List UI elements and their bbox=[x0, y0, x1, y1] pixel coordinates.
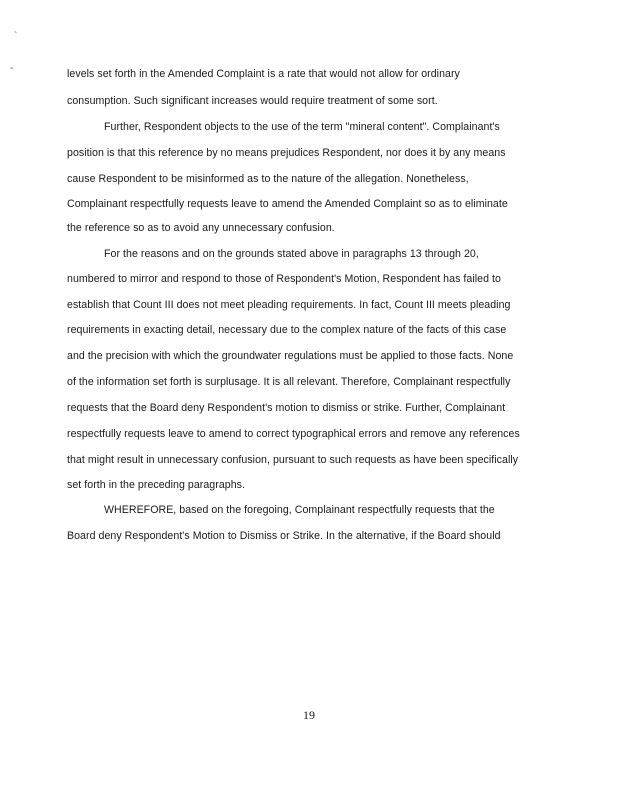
text-line: respectfully requests leave to amend to correct typographical errors and remove any references bbox=[67, 428, 520, 440]
text-line: set forth in the preceding paragraphs. bbox=[67, 479, 245, 491]
paragraph-first-line: For the reasons and on the grounds stated above in paragraphs 13 through 20, bbox=[104, 248, 479, 260]
paragraph-first-line: Further, Respondent objects to the use of the term "mineral content". Complainant's bbox=[104, 121, 500, 133]
text-line: levels set forth in the Amended Complaint is a rate that would not allow for ordinary bbox=[67, 68, 460, 80]
text-line: of the information set forth is surplusage. It is all relevant. Therefore, Complainant respectfully bbox=[67, 376, 511, 388]
scan-artifact-mark: - bbox=[10, 63, 14, 74]
text-line: Complainant respectfully requests leave to amend the Amended Complaint so as to eliminate bbox=[67, 198, 508, 210]
scan-artifact-mark: ` bbox=[14, 31, 18, 42]
page-number: 19 bbox=[303, 708, 315, 722]
text-line: cause Respondent to be misinformed as to the nature of the allegation. Nonetheless, bbox=[67, 173, 469, 185]
text-line: numbered to mirror and respond to those of Respondent's Motion, Respondent has failed to bbox=[67, 273, 501, 285]
text-line: and the precision with which the groundwater regulations must be applied to those facts. None bbox=[67, 350, 514, 362]
text-line: consumption. Such significant increases would require treatment of some sort. bbox=[67, 95, 438, 107]
paragraph-first-line: WHEREFORE, based on the foregoing, Complainant respectfully requests that the bbox=[104, 504, 495, 516]
text-line: that might result in unnecessary confusion, pursuant to such requests as have been specifically bbox=[67, 454, 519, 466]
text-line: establish that Count III does not meet pleading requirements. In fact, Count III meets pleading bbox=[67, 299, 511, 311]
text-line: Board deny Respondent's Motion to Dismiss or Strike. In the alternative, if the Board should bbox=[67, 530, 501, 542]
text-line: the reference so as to avoid any unnecessary confusion. bbox=[67, 222, 335, 234]
text-line: requirements in exacting detail, necessary due to the complex nature of the facts of this case bbox=[67, 324, 507, 336]
text-line: position is that this reference by no means prejudices Respondent, nor does it by any means bbox=[67, 147, 506, 159]
text-line: requests that the Board deny Respondent's motion to dismiss or strike. Further, Complainant bbox=[67, 402, 506, 414]
